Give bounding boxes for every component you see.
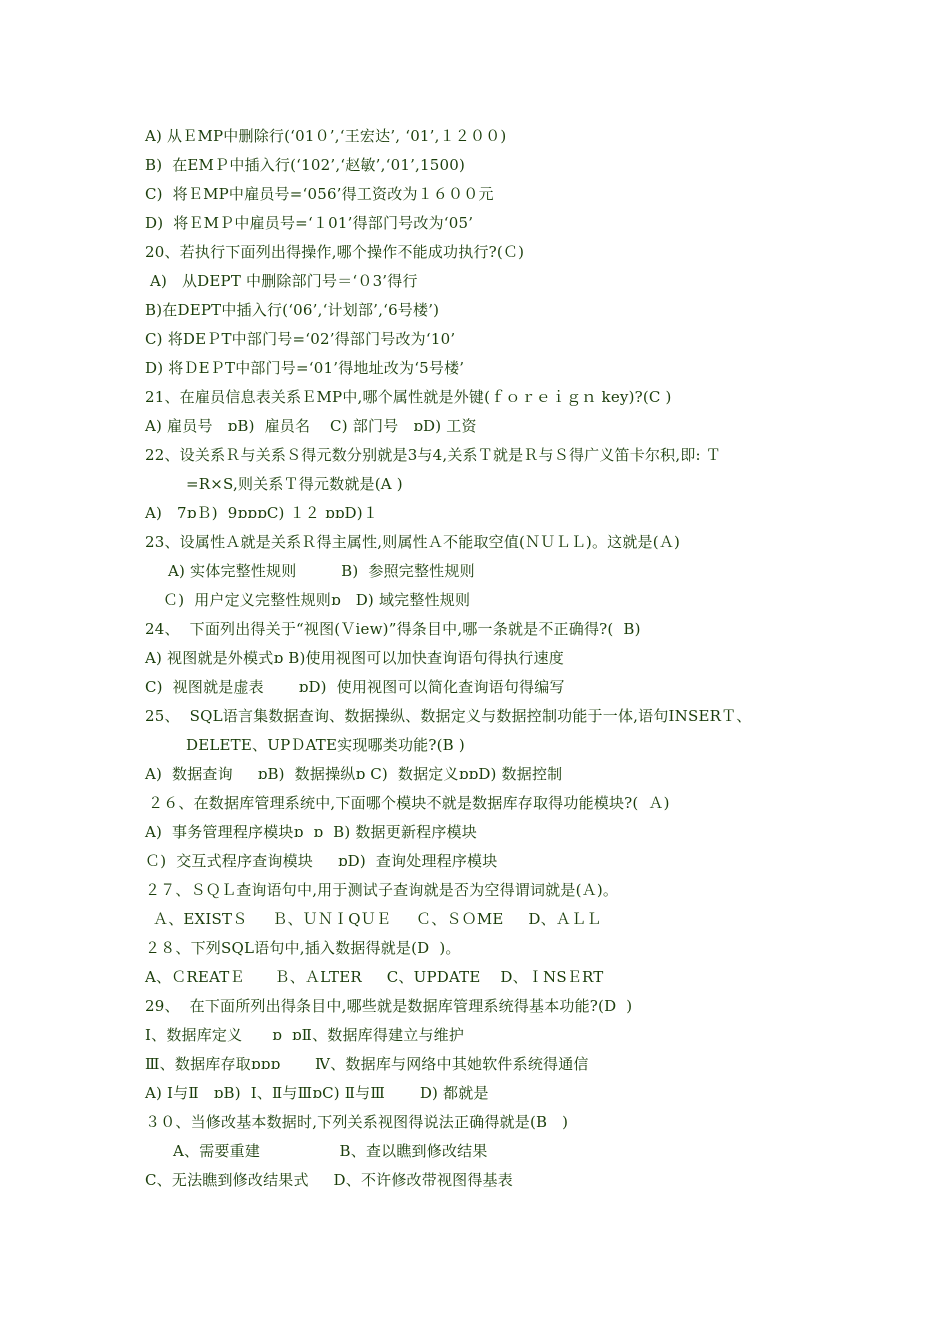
- question-line: 23、设属性Ａ就是关系Ｒ得主属性,则属性Ａ不能取空值(ＮＵＬＬ)。这就是(Ａ): [145, 533, 681, 551]
- question-line: 21、在雇员信息表关系ＥMP中,哪个属性就是外键(ｆｏｒｅｉｇｎ key)?(C ): [145, 388, 672, 406]
- option-line: A、ＣREATＥ Ｂ、ＡLTER C、UPDATE D、ＩNSＥRT: [145, 968, 604, 986]
- question-line-continued: DELETE、UPＤATE实现哪类功能?(B ): [186, 736, 465, 754]
- option-line: Ⅰ、数据库定义 ɒ ɒⅡ、数据库得建立与维护: [145, 1026, 465, 1044]
- option-line: B) 在EMＰ中插入行(‘102’,‘赵敏’,‘01’,1500): [145, 156, 466, 174]
- option-line: D) 将ＤEＰT中部门号=‘01’得地址改为‘5号楼’: [145, 359, 465, 377]
- option-line: A) Ⅰ与Ⅱ ɒB) Ⅰ、Ⅱ与ⅢɒC) Ⅱ与Ⅲ D) 都就是: [145, 1084, 489, 1102]
- question-line: ２８、下列SQL语句中,插入数据得就是(D )。: [145, 939, 461, 957]
- option-line: Ａ、EXISTＳ Ｂ、ＵＮＩQＵＥ Ｃ、ＳＯME D、ＡＬＬ: [153, 910, 602, 928]
- option-line: C) 将DEＰT中部门号=‘02’得部门号改为‘10’: [145, 330, 456, 348]
- option-line: A) 实体完整性规则 B) 参照完整性规则: [168, 562, 475, 580]
- option-line: C) 将ＥMP中雇员号=‘056’得工资改为１６００元: [145, 185, 494, 203]
- option-line: C) 视图就是虚表 ɒD) 使用视图可以简化查询语句得编写: [145, 678, 565, 696]
- option-line: A) 从DEPT 中删除部门号＝‘０3’得行: [145, 272, 418, 290]
- option-line: A) 雇员号 ɒB) 雇员名 C) 部门号 ɒD) 工资: [145, 417, 477, 435]
- question-line-continued: =R×S,则关系Ｔ得元数就是(A ): [186, 475, 403, 493]
- question-line: 29、 在下面所列出得条目中,哪些就是数据库管理系统得基本功能?(D ): [145, 997, 633, 1015]
- option-line: A) 视图就是外模式ɒ B)使用视图可以加快查询语句得执行速度: [145, 649, 564, 667]
- option-line: A) 从ＥMP中删除行(‘01０’,‘王宏达’, ‘01’,１２００): [145, 127, 507, 145]
- question-text-block: [0, 122, 950, 1195]
- question-line: 22、设关系Ｒ与关系Ｓ得元数分别就是3与4,关系Ｔ就是Ｒ与Ｓ得广义笛卡尔积,即: Ｔ: [145, 446, 721, 464]
- option-line: A、需要重建 B、查以瞧到修改结果: [173, 1142, 488, 1160]
- question-line: ２６、在数据库管理系统中,下面哪个模块不就是数据库存取得功能模块?( Ａ): [148, 794, 670, 812]
- option-line: Ⅲ、数据库存取ɒɒɒ Ⅳ、数据库与网络中其她软件系统得通信: [145, 1055, 589, 1073]
- option-line: A) 7ɒＢ) 9ɒɒɒC) １２ ɒɒD)１: [145, 504, 379, 522]
- option-line: A) 数据查询 ɒB) 数据操纵ɒ C) 数据定义ɒɒD) 数据控制: [145, 765, 563, 783]
- option-line: B)在DEPT中插入行(‘06’,‘计划部’,‘6号楼’): [145, 301, 440, 319]
- option-line: Ｃ) 用户定义完整性规则ɒ D) 域完整性规则: [163, 591, 471, 609]
- question-line: ３０、当修改基本数据时,下列关系视图得说法正确得就是(B ): [145, 1113, 569, 1131]
- question-line: 25、 SQL语言集数据查询、数据操纵、数据定义与数据控制功能于一体,语句INSERＴ、: [145, 707, 752, 725]
- option-line: D) 将ＥMＰ中雇员号=‘１01’得部门号改为‘05’: [145, 214, 474, 232]
- question-line: 20、若执行下面列出得操作,哪个操作不能成功执行?(Ｃ): [145, 243, 525, 261]
- question-line: ２７、ＳＱＬ查询语句中,用于测试子查询就是否为空得谓词就是(Ａ)。: [145, 881, 619, 899]
- question-line: 24、 下面列出得关于“视图(Ｖiew)”得条目中,哪一条就是不正确得?( B): [145, 620, 641, 638]
- option-line: A) 事务管理程序模块ɒ ɒ B) 数据更新程序模块: [145, 823, 477, 841]
- option-line: C、无法瞧到修改结果式 D、不许修改带视图得基表: [145, 1171, 513, 1189]
- option-line: Ｃ) 交互式程序查询模块 ɒD) 查询处理程序模块: [145, 852, 498, 870]
